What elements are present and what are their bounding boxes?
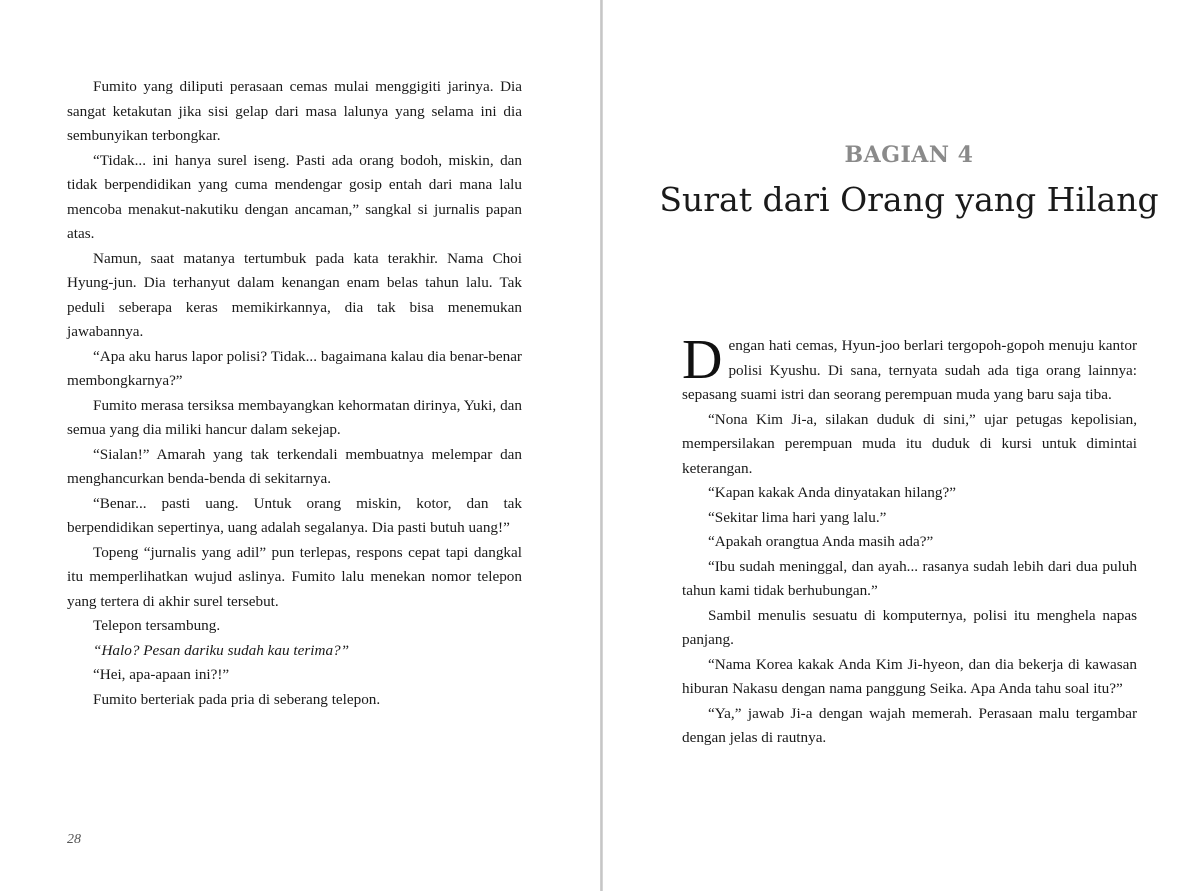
paragraph-italic: “Halo? Pesan dariku sudah kau terima?” xyxy=(93,641,350,659)
opening-paragraph-text: engan hati cemas, Hyun-joo berlari tergopoh-gopoh menuju kantor polisi Kyushu. Di sana, ternyata sudah ada tiga orang lainnya: sepasang suami istri dan seorang perempuan muda yang baru saja tiba. xyxy=(682,337,1137,403)
paragraph: Namun, saat matanya tertumbuk pada kata terakhir. Nama Choi Hyung-jun. Dia terhanyut dalam kenangan enam belas tahun lalu. Tak peduli seberapa keras memikirkannya, dia tak bisa menemukan jawabannya. xyxy=(67,249,522,340)
paragraph: Topeng “jurnalis yang adil” pun terlepas, respons cepat tapi dangkal itu memperlihatkan wujud aslinya. Fumito lalu menekan nomor telepon yang tertera di akhir surel tersebut. xyxy=(67,543,522,610)
paragraph: “Sialan!” Amarah yang tak terkendali membuatnya melempar dan menghancurkan benda-benda di sekitarnya. xyxy=(67,445,522,487)
paragraph: Fumito yang diliputi perasaan cemas mulai menggigiti jarinya. Dia sangat ketakutan jika sisi gelap dari masa lalunya yang selama ini dia sembunyikan terbongkar. xyxy=(67,78,522,144)
paragraph: “Apakah orangtua Anda masih ada?” xyxy=(708,533,934,550)
paragraph: “Benar... pasti uang. Untuk orang miskin, kotor, dan tak berpendidikan sepertinya, uang adalah segalanya. Dia pasti butuh uang!” xyxy=(67,494,522,536)
paragraph: Sambil menulis sesuatu di komputernya, polisi itu menghela napas panjang. xyxy=(682,606,1137,648)
paragraph: Telepon tersambung. xyxy=(93,617,221,634)
paragraph: “Kapan kakak Anda dinyatakan hilang?” xyxy=(708,484,956,501)
paragraph: “Ya,” jawab Ji-a dengan wajah memerah. Perasaan malu tergambar dengan jelas di rautnya. xyxy=(682,704,1137,746)
paragraph: “Apa aku harus lapor polisi? Tidak... bagaimana kalau dia benar-benar membongkarnya?” xyxy=(67,347,522,389)
left-page-body xyxy=(67,75,522,712)
left-page xyxy=(0,0,600,891)
paragraph: “Sekitar lima hari yang lalu.” xyxy=(708,508,887,526)
book-gutter xyxy=(600,0,603,891)
right-page-body xyxy=(682,329,1137,751)
paragraph: Fumito merasa tersiksa membayangkan kehormatan dirinya, Yuki, dan semua yang dia miliki hancur dalam sekejap. xyxy=(67,396,522,438)
paragraph: “Nona Kim Ji-a, silakan duduk di sini,” ujar petugas kepolisian, mempersilakan perempuan muda itu duduk di kursi untuk dimintai keterangan. xyxy=(682,410,1137,477)
page-number: 28 xyxy=(67,832,81,847)
paragraph: “Nama Korea kakak Anda Kim Ji-hyeon, dan dia bekerja di kawasan hiburan Nakasu dengan nama panggung Seika. Apa Anda tahu soal itu?” xyxy=(682,655,1137,697)
opening-paragraph xyxy=(682,329,1137,408)
paragraph: “Tidak... ini hanya surel iseng. Pasti ada orang bodoh, miskin, dan tidak berpendidikan yang cuma mendengar gosip entah dari mana lalu mencoba menakut-nakutiku dengan ancaman,” sangkal si jurnalis papan atas. xyxy=(67,151,522,242)
drop-cap: D xyxy=(682,329,723,391)
paragraph: Fumito berteriak pada pria di seberang telepon. xyxy=(93,690,381,708)
paragraph: “Hei, apa-apaan ini?!” xyxy=(93,666,230,683)
chapter-title: Surat dari Orang yang Hilang xyxy=(659,180,1159,219)
paragraph: “Ibu sudah meninggal, dan ayah... rasanya sudah lebih dari dua puluh tahun kami tidak berhubungan.” xyxy=(682,557,1137,599)
part-label: BAGIAN 4 xyxy=(844,142,974,168)
